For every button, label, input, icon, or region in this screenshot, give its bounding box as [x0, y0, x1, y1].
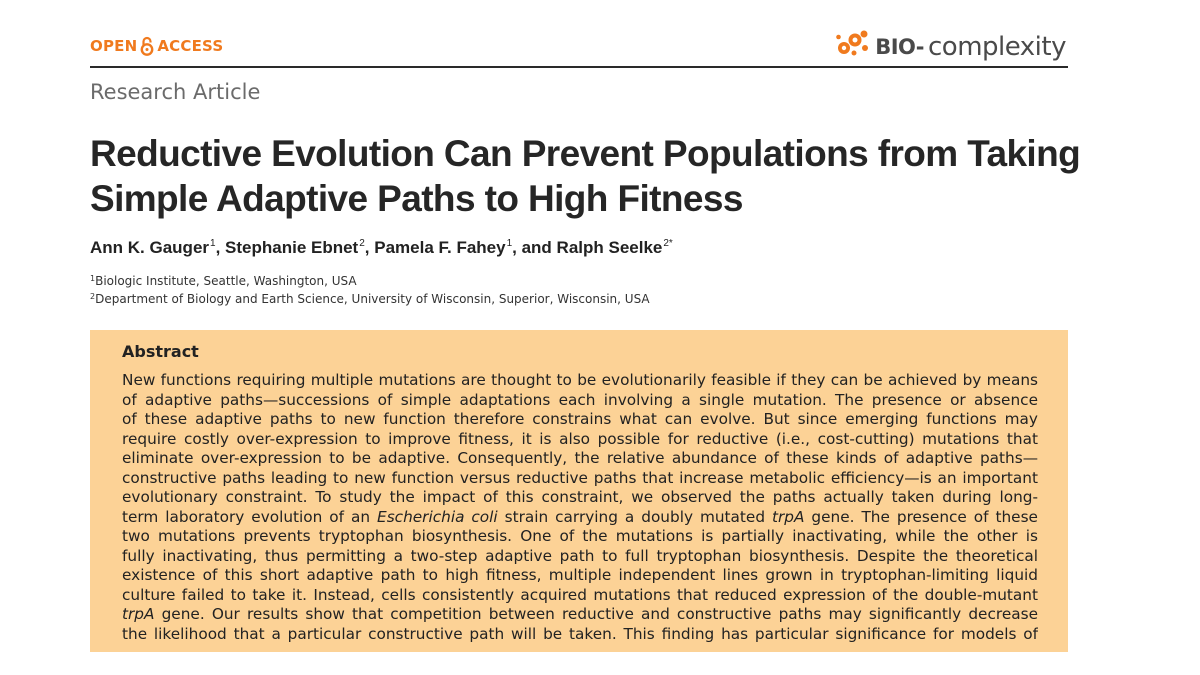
abstract-line: culture failed to take it. Instead, cells consistently acquired mutations that reduced expression of the double-mutant	[122, 585, 1038, 604]
brand-complexity: complexity	[928, 31, 1066, 62]
author-separator: ,	[364, 238, 375, 257]
affil-text: Department of Biology and Earth Science, University of Wisconsin, Superior, Wisconsin, USA	[95, 292, 650, 306]
abstract-line: term laboratory evolution of an Escherichia coli strain carrying a doubly mutated trpA gene. The presence of these	[122, 507, 1038, 526]
author-name: Ralph Seelke	[556, 238, 663, 257]
title-line: Reductive Evolution Can Prevent Populations from Taking	[90, 133, 1081, 174]
author-separator: , and	[512, 238, 557, 257]
author-affil-marker: 2	[359, 238, 365, 249]
affiliation	[90, 289, 650, 307]
title-line: Simple Adaptive Paths to High Fitness	[90, 178, 743, 219]
abstract-line: of these adaptive paths to new function therefore constrains what can evolve. But since emerging functions may	[122, 410, 1038, 428]
abstract-line: eliminate over-expression to be adaptive. Consequently, the relative abundance of these kinds of adaptive paths—	[122, 449, 1038, 467]
abstract-line: trpA gene. Our results show that competition between reductive and constructive paths may significantly decrease	[122, 605, 1038, 623]
affil-text: Biologic Institute, Seattle, Washington, USA	[95, 274, 357, 288]
open-access-badge	[90, 36, 223, 56]
abstract-line: two mutations prevents tryptophan biosynthesis. One of the mutations is partially inactivating, while the other is	[122, 527, 1038, 545]
abstract-line: the likelihood that a particular constructive path will be taken. This finding has particular significance for models of	[122, 624, 1038, 643]
author-affil-marker: 1	[506, 238, 513, 249]
abstract-body	[122, 371, 1038, 644]
abstract-line: require costly over-expression to improve fitness, it is also possible for reductive (i.e., cost-cutting) mutations that	[122, 429, 1038, 448]
abstract-line: of adaptive paths—successions of simple adaptations each involving a single mutation. The presence or absence	[122, 390, 1038, 409]
journal-brand	[835, 28, 1066, 65]
author-name: Stephanie Ebnet	[225, 238, 359, 257]
article-type: Research Article	[90, 80, 261, 104]
affiliations	[90, 271, 650, 307]
author-separator: ,	[215, 238, 226, 257]
author-list	[90, 238, 673, 258]
brand-bio: BIO-	[875, 34, 924, 59]
author-name: Ann K. Gauger	[90, 238, 210, 257]
molecule-logo-icon	[835, 28, 871, 65]
affil-marker: 1	[90, 274, 96, 283]
abstract-box	[90, 330, 1068, 652]
paper-title	[90, 131, 1090, 221]
affiliation	[90, 271, 650, 289]
author-affil-marker: 1	[210, 238, 216, 249]
abstract-heading: Abstract	[122, 342, 199, 361]
abstract-line: New functions requiring multiple mutations are thought to be evolutionarily feasible if they can be achieved by means	[122, 371, 1038, 389]
abstract-line: existence of this short adaptive path to high fitness, multiple independent lines grown in tryptophan-limiting liquid	[122, 566, 1038, 584]
open-access-suffix: ACCESS	[157, 37, 224, 55]
open-access-prefix: OPEN	[90, 37, 138, 55]
abstract-line: constructive paths leading to new function versus reductive paths that increase metabolic efficiency—is an important	[122, 468, 1038, 487]
journal-header	[90, 28, 1068, 68]
author-name: Pamela F. Fahey	[374, 238, 506, 257]
affil-marker: 2	[90, 292, 96, 301]
open-lock-icon	[140, 36, 154, 56]
abstract-line: fully inactivating, thus permitting a two-step adaptive path to full tryptophan biosynthesis. Despite the theoretical	[122, 546, 1038, 565]
abstract-line: evolutionary constraint. To study the impact of this constraint, we observed the paths actually taken during long-	[122, 488, 1038, 506]
author-affil-marker: 2*	[663, 238, 673, 249]
